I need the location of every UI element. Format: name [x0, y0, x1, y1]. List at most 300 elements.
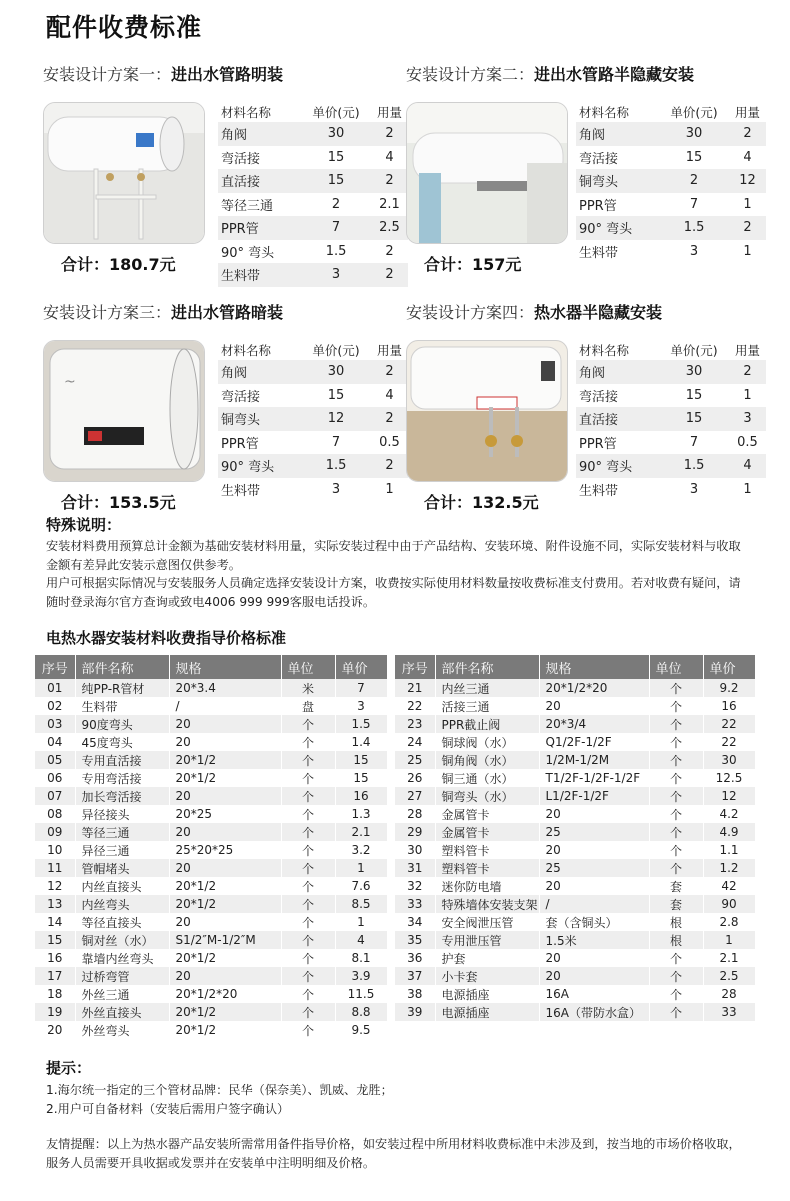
cell: 个 — [281, 859, 335, 877]
cell: 套（含铜头） — [539, 913, 649, 931]
water-heater-photo — [43, 340, 205, 482]
page-title: 配件收费标准 — [46, 13, 203, 42]
cell: / — [539, 895, 649, 913]
plan-title: 安装设计方案二：进出水管路半隐藏安装 — [406, 65, 695, 84]
plan-total: 合计：132.5元 — [424, 493, 539, 512]
cell: 21 — [395, 679, 435, 697]
cell: 金属管卡 — [435, 823, 539, 841]
cell: 28 — [703, 985, 755, 1003]
price-heading: 电热水器安装材料收费指导价格标准 — [46, 629, 287, 647]
cell: 异径接头 — [75, 805, 169, 823]
col-header: 规格 — [169, 655, 281, 679]
cell: 等径三通 — [75, 823, 169, 841]
cell: 20*1/2*20 — [169, 985, 281, 1003]
cell: 个 — [281, 787, 335, 805]
cell: 27 — [395, 787, 435, 805]
cell: 外丝直接头 — [75, 1003, 169, 1021]
table-row — [35, 715, 387, 733]
table-row — [218, 263, 408, 287]
cell: 2 — [331, 196, 341, 212]
col-header: 用量 — [376, 343, 402, 358]
cell: 90 — [703, 895, 755, 913]
cell: PPR管 — [579, 436, 617, 452]
cell: 1.5 — [325, 243, 347, 259]
cell: 32 — [395, 877, 435, 895]
cell: 铜球阀（水） — [435, 733, 539, 751]
cell: 20 — [169, 913, 281, 931]
table-row — [395, 877, 755, 895]
table-row — [576, 454, 766, 478]
cell: 3 — [743, 411, 752, 427]
cell: 12 — [703, 787, 755, 805]
table-row — [576, 407, 766, 431]
cell: 30 — [703, 751, 755, 769]
cell: 20 — [539, 841, 649, 859]
table-row — [395, 895, 755, 913]
cell: 39 — [395, 1003, 435, 1021]
table-row — [395, 949, 755, 967]
cell: 内丝三通 — [435, 679, 539, 697]
table-row — [576, 431, 766, 455]
cell: 15 — [335, 769, 387, 787]
cell: 1.2 — [703, 859, 755, 877]
col-header: 部件名称 — [75, 655, 169, 679]
cell: 生料带 — [75, 697, 169, 715]
cell: 个 — [281, 769, 335, 787]
cell: 生料带 — [579, 483, 619, 499]
col-header: 单价(元) — [312, 105, 360, 120]
cell: 1 — [385, 481, 394, 497]
cell: 1 — [743, 387, 752, 403]
cell: 4 — [743, 149, 752, 165]
cell: 3 — [689, 481, 699, 497]
cell: 弯活接 — [579, 151, 619, 167]
table-row — [576, 240, 766, 264]
cell: 33 — [395, 895, 435, 913]
cell: 2 — [385, 243, 394, 259]
cell: 15 — [35, 931, 75, 949]
cell: 7 — [331, 220, 341, 236]
table-row — [35, 985, 387, 1003]
cell: 内丝弯头 — [75, 895, 169, 913]
cell: PPR管 — [221, 436, 259, 452]
col-header: 单价 — [335, 655, 387, 679]
price-table-right — [395, 655, 756, 1039]
table-row — [35, 1003, 387, 1021]
cell: 26 — [395, 769, 435, 787]
cell: 直活接 — [579, 413, 619, 429]
cell: 15 — [327, 387, 345, 403]
cell: 25 — [395, 751, 435, 769]
water-heater-photo — [406, 102, 568, 244]
plan-4 — [406, 300, 776, 515]
cell: 个 — [281, 949, 335, 967]
cell: 20*3.4 — [169, 679, 281, 697]
table-row — [218, 193, 408, 217]
cell: 个 — [649, 949, 703, 967]
cell: 生料带 — [221, 269, 261, 285]
cell: 02 — [35, 697, 75, 715]
col-header: 材料名称 — [221, 105, 272, 120]
cell: 7.6 — [335, 877, 387, 895]
cell: 专用弯活接 — [75, 769, 169, 787]
cell: 个 — [281, 985, 335, 1003]
table-row — [576, 193, 766, 217]
table-row — [395, 787, 755, 805]
table-row — [395, 985, 755, 1003]
cell: 1 — [335, 859, 387, 877]
cell: L1/2F-1/2F — [539, 787, 649, 805]
cell: 2 — [743, 220, 752, 236]
cell: 90° 弯头 — [579, 222, 633, 238]
cell: 03 — [35, 715, 75, 733]
cell: 11.5 — [335, 985, 387, 1003]
table-row — [35, 679, 387, 697]
cell: 2 — [385, 411, 394, 427]
table-row — [35, 877, 387, 895]
cell: 根 — [649, 913, 703, 931]
cell: 9.2 — [703, 679, 755, 697]
table-row — [218, 384, 408, 408]
cell: 护套 — [435, 949, 539, 967]
materials-table — [218, 340, 408, 501]
cell: 特殊墙体安装支架 — [435, 895, 539, 913]
cell: Q1/2F-1/2F — [539, 733, 649, 751]
table-row — [218, 431, 408, 455]
cell: 15 — [685, 411, 703, 427]
cell: 14 — [35, 913, 75, 931]
col-header: 材料名称 — [221, 343, 272, 358]
cell: 15 — [685, 387, 703, 403]
cell: 2.5 — [703, 967, 755, 985]
cell: 个 — [649, 787, 703, 805]
special-heading: 特殊说明： — [46, 516, 122, 534]
cell: 个 — [281, 931, 335, 949]
cell: 20 — [539, 967, 649, 985]
col-header: 单位 — [649, 655, 703, 679]
cell: 16 — [703, 697, 755, 715]
col-header: 部件名称 — [435, 655, 539, 679]
table-row — [395, 697, 755, 715]
cell: 外丝弯头 — [75, 1021, 169, 1039]
cell: 90° 弯头 — [221, 245, 275, 261]
cell: 36 — [395, 949, 435, 967]
table-row — [35, 859, 387, 877]
table-row — [395, 967, 755, 985]
cell: 2 — [385, 364, 394, 380]
cell: 18 — [35, 985, 75, 1003]
cell: 个 — [281, 841, 335, 859]
cell: 16 — [335, 787, 387, 805]
cell: 38 — [395, 985, 435, 1003]
table-row — [35, 841, 387, 859]
col-header: 单价(元) — [670, 343, 718, 358]
plan-total: 合计：153.5元 — [61, 493, 176, 512]
cell — [435, 1021, 539, 1039]
cell: 2.8 — [703, 913, 755, 931]
cell: 01 — [35, 679, 75, 697]
cell: 35 — [395, 931, 435, 949]
cell: T1/2F-1/2F-1/2F — [539, 769, 649, 787]
cell: 30 — [395, 841, 435, 859]
cell: 个 — [281, 967, 335, 985]
cell: 10 — [35, 841, 75, 859]
cell: 个 — [649, 841, 703, 859]
cell: 20*1/2 — [169, 949, 281, 967]
cell: 专用直活接 — [75, 751, 169, 769]
table-row — [395, 1021, 755, 1039]
cell: 2 — [743, 364, 752, 380]
cell: 1.5 — [683, 458, 705, 474]
cell: 8.1 — [335, 949, 387, 967]
cell: 25 — [539, 823, 649, 841]
table-row — [218, 454, 408, 478]
cell: 8.8 — [335, 1003, 387, 1021]
cell: 1.5米 — [539, 931, 649, 949]
table-row — [395, 913, 755, 931]
cell: 个 — [281, 751, 335, 769]
cell: 2 — [385, 173, 394, 189]
col-header: 材料名称 — [579, 343, 630, 358]
cell — [649, 1021, 703, 1039]
cell: 管帽堵头 — [75, 859, 169, 877]
cell: 等径直接头 — [75, 913, 169, 931]
table-row — [35, 967, 387, 985]
cell: 3 — [689, 243, 699, 259]
cell: 30 — [685, 126, 703, 142]
cell: 22 — [395, 697, 435, 715]
cell: 套 — [649, 895, 703, 913]
cell: 米 — [281, 679, 335, 697]
cell: 29 — [395, 823, 435, 841]
cell: S1/2″M-1/2″M — [169, 931, 281, 949]
cell: 20 — [169, 787, 281, 805]
col-header: 用量 — [376, 105, 402, 120]
cell: PPR管 — [221, 222, 259, 238]
table-row — [576, 384, 766, 408]
col-header: 单位 — [281, 655, 335, 679]
table-row — [218, 360, 408, 384]
cell: 个 — [281, 1021, 335, 1039]
cell: 16 — [35, 949, 75, 967]
table-row — [395, 823, 755, 841]
cell: 等径三通 — [221, 198, 274, 214]
col-header: 规格 — [539, 655, 649, 679]
cell: 4.2 — [703, 805, 755, 823]
plan-total: 合计：180.7元 — [61, 255, 176, 274]
cell: 3.2 — [335, 841, 387, 859]
cell: 过桥弯管 — [75, 967, 169, 985]
cell: 20 — [169, 859, 281, 877]
cell: 金属管卡 — [435, 805, 539, 823]
table-row — [35, 949, 387, 967]
cell: 个 — [649, 751, 703, 769]
cell: 塑料管卡 — [435, 859, 539, 877]
table-row — [35, 1021, 387, 1039]
cell: 套 — [649, 877, 703, 895]
cell: 内丝直接头 — [75, 877, 169, 895]
cell: 1/2M-1/2M — [539, 751, 649, 769]
table-row — [576, 122, 766, 146]
table-row — [218, 146, 408, 170]
cell: 20 — [539, 877, 649, 895]
cell: 7 — [335, 679, 387, 697]
cell: 4.9 — [703, 823, 755, 841]
cell: PPR管 — [579, 198, 617, 214]
cell: 20*1/2 — [169, 895, 281, 913]
table-row — [395, 1003, 755, 1021]
cell: 2.1 — [703, 949, 755, 967]
cell: 3 — [335, 697, 387, 715]
cell: 靠墙内丝弯头 — [75, 949, 169, 967]
cell: 铜弯头（水） — [435, 787, 539, 805]
cell: 12 — [35, 877, 75, 895]
table-row — [576, 360, 766, 384]
cell: 个 — [649, 679, 703, 697]
col-header: 序号 — [35, 655, 75, 679]
friendly-reminder: 友情提醒：以上为热水器产品安装所需常用备件指导价格，如安装过程中所用材料收费标准中未涉及到，按当地的市场价格收取，服务人员需要开具收据或发票并在安装单中注明明细及价格。 — [46, 1137, 741, 1170]
cell: 3 — [331, 481, 341, 497]
cell: 个 — [281, 823, 335, 841]
cell: 06 — [35, 769, 75, 787]
col-header: 用量 — [734, 105, 760, 120]
cell: 12 — [327, 411, 345, 427]
cell: / — [169, 697, 281, 715]
cell: 个 — [281, 895, 335, 913]
table-row — [218, 407, 408, 431]
cell: 4 — [743, 458, 752, 474]
cell: 20 — [169, 967, 281, 985]
cell: 2.1 — [335, 823, 387, 841]
table-row — [576, 146, 766, 170]
cell: 22 — [703, 715, 755, 733]
cell: 电源插座 — [435, 1003, 539, 1021]
cell: 20*1/2 — [169, 1021, 281, 1039]
cell: 16A — [539, 985, 649, 1003]
cell: 09 — [35, 823, 75, 841]
cell: 15 — [327, 149, 345, 165]
cell: 铜角阀（水） — [435, 751, 539, 769]
table-row — [395, 805, 755, 823]
plan-title: 安装设计方案四：热水器半隐藏安装 — [406, 303, 663, 322]
cell: 22 — [703, 733, 755, 751]
cell: 个 — [649, 823, 703, 841]
cell: 角阀 — [579, 128, 606, 144]
cell: 弯活接 — [579, 389, 619, 405]
table-row — [576, 169, 766, 193]
table-row — [35, 805, 387, 823]
table-row — [395, 679, 755, 697]
cell: 个 — [281, 913, 335, 931]
plan-title: 安装设计方案三：进出水管路暗装 — [43, 303, 284, 322]
cell: 33 — [703, 1003, 755, 1021]
cell: 17 — [35, 967, 75, 985]
cell: 4 — [335, 931, 387, 949]
cell: 2 — [385, 126, 394, 142]
tips-line: 2.用户可自备材料（安装后需用户签字确认） — [46, 1102, 290, 1116]
cell: 电源插座 — [435, 985, 539, 1003]
cell: 20*1/2 — [169, 1003, 281, 1021]
cell: 13 — [35, 895, 75, 913]
col-header: 序号 — [395, 655, 435, 679]
cell: 20 — [169, 715, 281, 733]
table-row — [35, 697, 387, 715]
cell: 07 — [35, 787, 75, 805]
cell: 08 — [35, 805, 75, 823]
cell: 7 — [331, 434, 341, 450]
cell: 根 — [649, 931, 703, 949]
cell: 15 — [685, 149, 703, 165]
tips-line: 1.海尔统一指定的三个管材品牌：民华（保奈美）、凯威、龙胜； — [46, 1083, 393, 1097]
plan-total: 合计：157元 — [424, 255, 522, 274]
cell: 30 — [685, 364, 703, 380]
materials-table — [218, 102, 408, 287]
cell: 20 — [539, 697, 649, 715]
table-row — [218, 216, 408, 240]
cell: 90度弯头 — [75, 715, 169, 733]
cell: 活接三通 — [435, 697, 539, 715]
cell: 30 — [327, 364, 345, 380]
cell: 2.5 — [379, 220, 400, 236]
cell: 1.1 — [703, 841, 755, 859]
col-header: 单价(元) — [670, 105, 718, 120]
cell: 个 — [649, 805, 703, 823]
table-row — [395, 733, 755, 751]
cell: 1 — [743, 196, 752, 212]
cell — [395, 1021, 435, 1039]
table-row — [35, 787, 387, 805]
cell: 纯PP-R管材 — [75, 679, 169, 697]
table-row — [35, 769, 387, 787]
table-row — [218, 240, 408, 264]
cell: 20*3/4 — [539, 715, 649, 733]
cell: 3 — [331, 267, 341, 283]
cell: 4 — [385, 387, 394, 403]
cell: 弯活接 — [221, 151, 261, 167]
table-row — [35, 751, 387, 769]
cell: 盘 — [281, 697, 335, 715]
cell: 7 — [689, 434, 699, 450]
cell: 45度弯头 — [75, 733, 169, 751]
cell: 20 — [169, 733, 281, 751]
cell: 铜弯头 — [579, 175, 619, 191]
cell: 个 — [649, 985, 703, 1003]
cell: 1 — [703, 931, 755, 949]
cell: 角阀 — [579, 366, 606, 382]
cell: 20*1/2 — [169, 751, 281, 769]
cell: 个 — [281, 877, 335, 895]
table-row — [395, 931, 755, 949]
cell: 1 — [743, 243, 752, 259]
cell: 铜三通（水） — [435, 769, 539, 787]
cell: 小卡套 — [435, 967, 539, 985]
cell: 24 — [395, 733, 435, 751]
cell: 2.1 — [379, 196, 400, 212]
cell: 34 — [395, 913, 435, 931]
table-row — [35, 913, 387, 931]
col-header: 用量 — [734, 343, 760, 358]
cell: 1.5 — [683, 220, 705, 236]
table-row — [395, 715, 755, 733]
cell: 生料带 — [221, 483, 261, 499]
cell: 外丝三通 — [75, 985, 169, 1003]
cell: 15 — [327, 173, 345, 189]
cell: 1 — [335, 913, 387, 931]
cell: 个 — [281, 1003, 335, 1021]
col-header: 单价(元) — [312, 343, 360, 358]
table-row — [395, 751, 755, 769]
plan-2 — [406, 62, 776, 277]
